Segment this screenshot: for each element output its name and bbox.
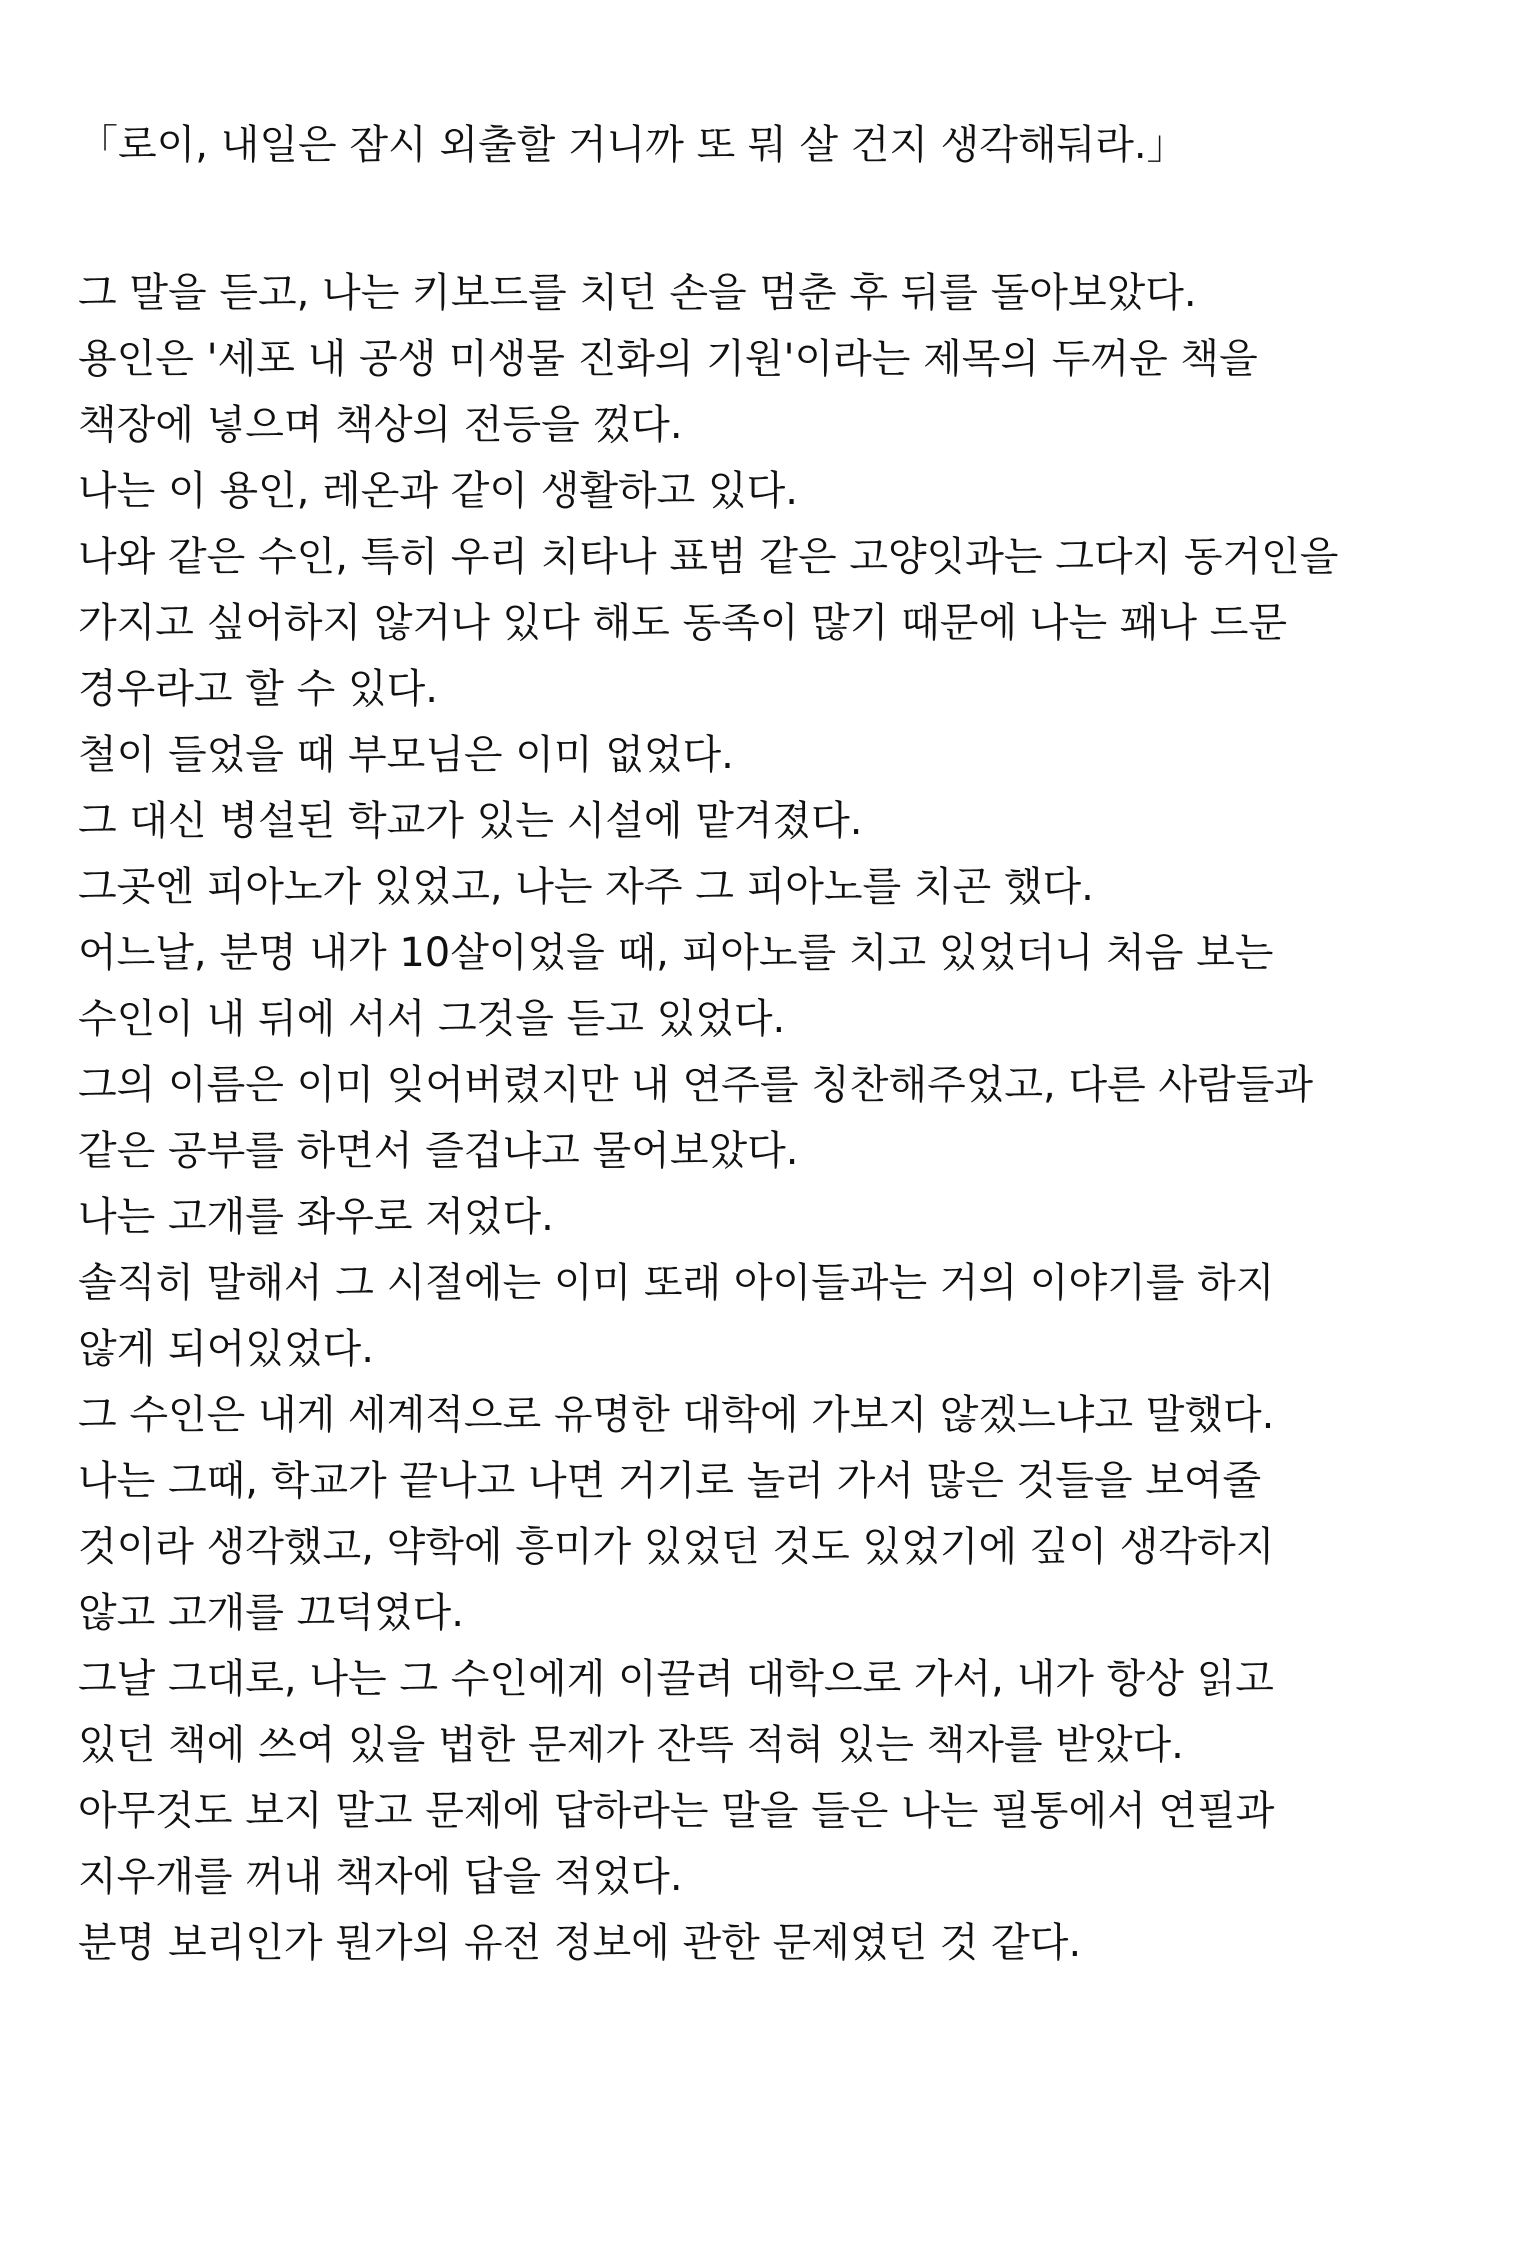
text-line: 지우개를 꺼내 책자에 답을 적었다. [78, 1854, 683, 1900]
text-line: 용인은 '세포 내 공생 미생물 진화의 기원'이라는 제목의 두꺼운 책을 [78, 336, 1258, 382]
text-line: 나와 같은 수인, 특히 우리 치타나 표범 같은 고양잇과는 그다지 동거인을 [78, 534, 1339, 580]
text-line: 수인이 내 뒤에 서서 그것을 듣고 있었다. [78, 996, 786, 1042]
text-line: 그곳엔 피아노가 있었고, 나는 자주 그 피아노를 치곤 했다. [78, 864, 1094, 910]
blank-line [78, 178, 1478, 260]
text-line: 철이 들었을 때 부모님은 이미 없었다. [78, 732, 734, 778]
text-line: 그 수인은 내게 세계적으로 유명한 대학에 가보지 않겠느냐고 말했다. [78, 1392, 1275, 1438]
text-line: 그의 이름은 이미 잊어버렸지만 내 연주를 칭찬해주었고, 다른 사람들과 [78, 1062, 1313, 1108]
text-line: 나는 고개를 좌우로 저었다. [78, 1194, 554, 1240]
text-line: 것이라 생각했고, 약학에 흥미가 있었던 것도 있었기에 깊이 생각하지 [78, 1524, 1275, 1570]
text-line: 나는 이 용인, 레온과 같이 생활하고 있다. [78, 468, 798, 514]
text-line: 그 말을 듣고, 나는 키보드를 치던 손을 멈춘 후 뒤를 돌아보았다. [78, 270, 1197, 316]
text-line: 아무것도 보지 말고 문제에 답하라는 말을 들은 나는 필통에서 연필과 [78, 1788, 1275, 1834]
text-line: 있던 책에 쓰여 있을 법한 문제가 잔뜩 적혀 있는 책자를 받았다. [78, 1722, 1184, 1768]
text-line: 않고 고개를 끄덕였다. [78, 1590, 464, 1636]
text-line: 어느날, 분명 내가 10살이었을 때, 피아노를 치고 있었더니 처음 보는 [78, 930, 1274, 976]
text-line: 솔직히 말해서 그 시절에는 이미 또래 아이들과는 거의 이야기를 하지 [78, 1260, 1275, 1306]
text-line: 같은 공부를 하면서 즐겁냐고 물어보았다. [78, 1128, 799, 1174]
text-line: 분명 보리인가 뭔가의 유전 정보에 관한 문제였던 것 같다. [78, 1920, 1082, 1966]
text-line: 책장에 넣으며 책상의 전등을 껐다. [78, 402, 683, 448]
text-line: 그날 그대로, 나는 그 수인에게 이끌려 대학으로 가서, 내가 항상 읽고 [78, 1656, 1274, 1702]
story-text [78, 112, 1478, 1976]
text-line: 가지고 싶어하지 않거나 있다 해도 동족이 많기 때문에 나는 꽤나 드문 [78, 600, 1288, 646]
text-line: 그 대신 병설된 학교가 있는 시설에 맡겨졌다. [78, 798, 863, 844]
text-line: 않게 되어있었다. [78, 1326, 374, 1372]
text-line: 「로이, 내일은 잠시 외출할 거니까 또 뭐 살 건지 생각해둬라.」 [78, 122, 1187, 168]
text-line: 나는 그때, 학교가 끝나고 나면 거기로 놀러 가서 많은 것들을 보여줄 [78, 1458, 1262, 1504]
text-line: 경우라고 할 수 있다. [78, 666, 438, 712]
